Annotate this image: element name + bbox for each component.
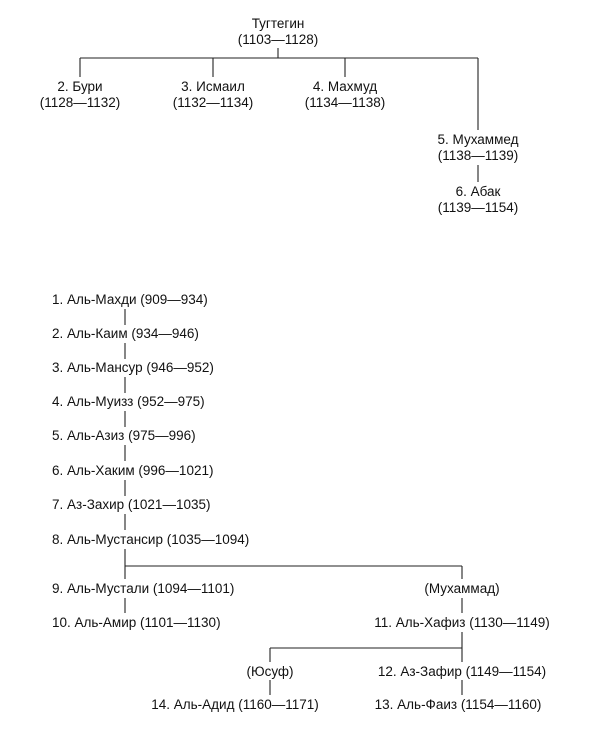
grandchild-node-abak <box>438 184 519 216</box>
sub-right-node-13: 13. Аль-Фаиз (1154—1160) <box>374 697 542 712</box>
left-branch-node-9: 9. Аль-Мустали (1094—1101) <box>52 581 235 596</box>
sub-right-node-12: 12. Аз-Зафир (1149—1154) <box>377 664 547 679</box>
chain-node-2: 2. Аль-Каим (934—946) <box>52 326 199 341</box>
root-node <box>238 16 319 48</box>
node-name: Тугтегин <box>251 16 305 31</box>
sub-left-node-14: 14. Аль-Адид (1160—1171) <box>151 697 319 712</box>
child-node-mahmud <box>305 79 386 111</box>
sub-left-node-yusuf: (Юсуф) <box>246 664 294 679</box>
node-name: 2. Бури <box>57 79 103 94</box>
child-node-ismail <box>173 79 254 111</box>
child-node-buri <box>40 79 121 111</box>
chain-node-1: 1. Аль-Махди (909—934) <box>52 292 208 307</box>
node-name: 4. Махмуд <box>312 79 378 94</box>
right-branch-node-muhammad: (Мухаммад) <box>424 581 500 596</box>
chain-node-7: 7. Аз-Захир (1021—1035) <box>52 497 211 512</box>
node-years: (1103—1128) <box>237 32 319 47</box>
node-years: (1128—1132) <box>39 95 121 110</box>
chain-node-4: 4. Аль-Муизз (952—975) <box>52 394 205 409</box>
node-years: (1134—1138) <box>304 95 386 110</box>
chain-node-5: 5. Аль-Азиз (975—996) <box>52 428 196 443</box>
left-branch-node-10: 10. Аль-Амир (1101—1130) <box>52 615 221 630</box>
chain-node-6: 6. Аль-Хаким (996—1021) <box>52 463 214 478</box>
node-years: (1138—1139) <box>437 148 519 163</box>
node-name: 3. Исмаил <box>181 79 245 94</box>
child-node-muhammed <box>438 132 519 164</box>
right-branch-node-11: 11. Аль-Хафиз (1130—1149) <box>374 615 550 630</box>
node-years: (1139—1154) <box>437 200 519 215</box>
node-name: 6. Абак <box>455 184 501 199</box>
node-name: 5. Мухаммед <box>437 132 519 147</box>
node-years: (1132—1134) <box>172 95 254 110</box>
chain-node-8: 8. Аль-Мустансир (1035—1094) <box>52 532 250 547</box>
chain-node-3: 3. Аль-Мансур (946—952) <box>52 360 214 375</box>
